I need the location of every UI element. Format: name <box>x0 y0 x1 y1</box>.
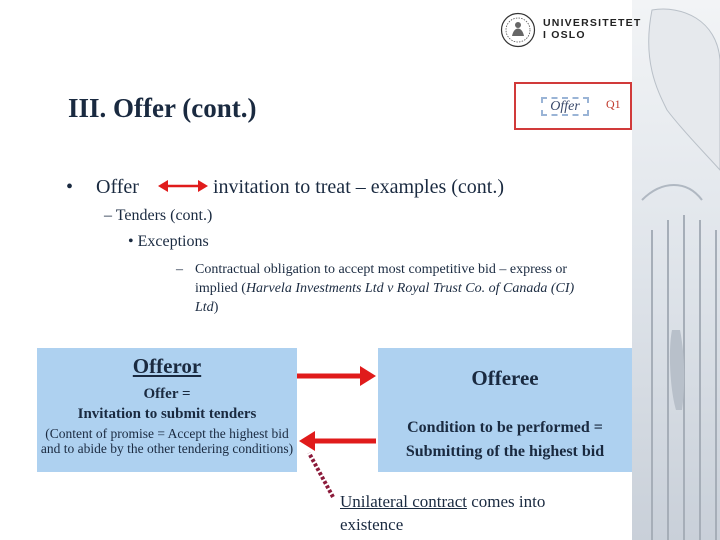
offeree-condition: Condition to be performed = Submitting of the highest bid <box>405 419 605 460</box>
dotted-pointer-arrow-icon <box>309 453 333 497</box>
obligation-close: ) <box>213 300 219 315</box>
right-arrow-icon <box>297 366 376 386</box>
university-seal-logo <box>500 12 536 48</box>
unilateral-contract-link: Unilateral contract <box>340 492 467 511</box>
offer-badge-label: Offer <box>541 97 589 116</box>
slide-title: III. Offer (cont.) <box>68 93 257 123</box>
offeror-box <box>37 348 297 472</box>
offeree-box <box>378 348 632 472</box>
offeror-invitation: Invitation to submit tenders <box>77 406 257 422</box>
offer-q1-badge[interactable] <box>514 82 632 130</box>
sub-bullet-exceptions: • Exceptions <box>128 233 209 250</box>
sub-bullet-tenders: – Tenders (cont.) <box>104 207 213 224</box>
sub-bullet-contractual-obligation <box>176 260 586 317</box>
decorative-side-image <box>632 0 720 540</box>
offeror-content-of-promise: (Content of promise = Accept the highest bid and to abide by the other tendering conditions) <box>40 426 294 456</box>
logo-line-1: UNIVERSITETET <box>543 17 642 29</box>
offer-badge-code: Q1 <box>606 97 621 111</box>
double-headed-arrow-icon <box>158 178 208 194</box>
offeror-offer-label: Offer = <box>143 386 191 402</box>
bullet-marker: • <box>66 176 74 198</box>
sub-bullet-dash: – <box>176 262 183 277</box>
bullet-offer-text: Offer <box>96 176 139 198</box>
bullet-invitation-text: invitation to treat – examples (cont.) <box>213 176 505 198</box>
unilateral-contract-note <box>340 490 580 536</box>
unilateral-rest: comes into existence <box>340 492 546 534</box>
case-name: Harvela Investments Ltd v Royal Trust Co. of Canada (CI) Ltd <box>195 281 575 315</box>
left-arrow-icon <box>299 431 376 451</box>
offeree-title: Offeree <box>471 366 539 390</box>
university-logo-text <box>543 17 641 41</box>
logo-line-2: I OSLO <box>543 29 586 41</box>
offeror-title: Offeror <box>132 354 202 378</box>
obligation-text: Contractual obligation to accept most competitive bid – express or implied ( <box>195 262 568 296</box>
